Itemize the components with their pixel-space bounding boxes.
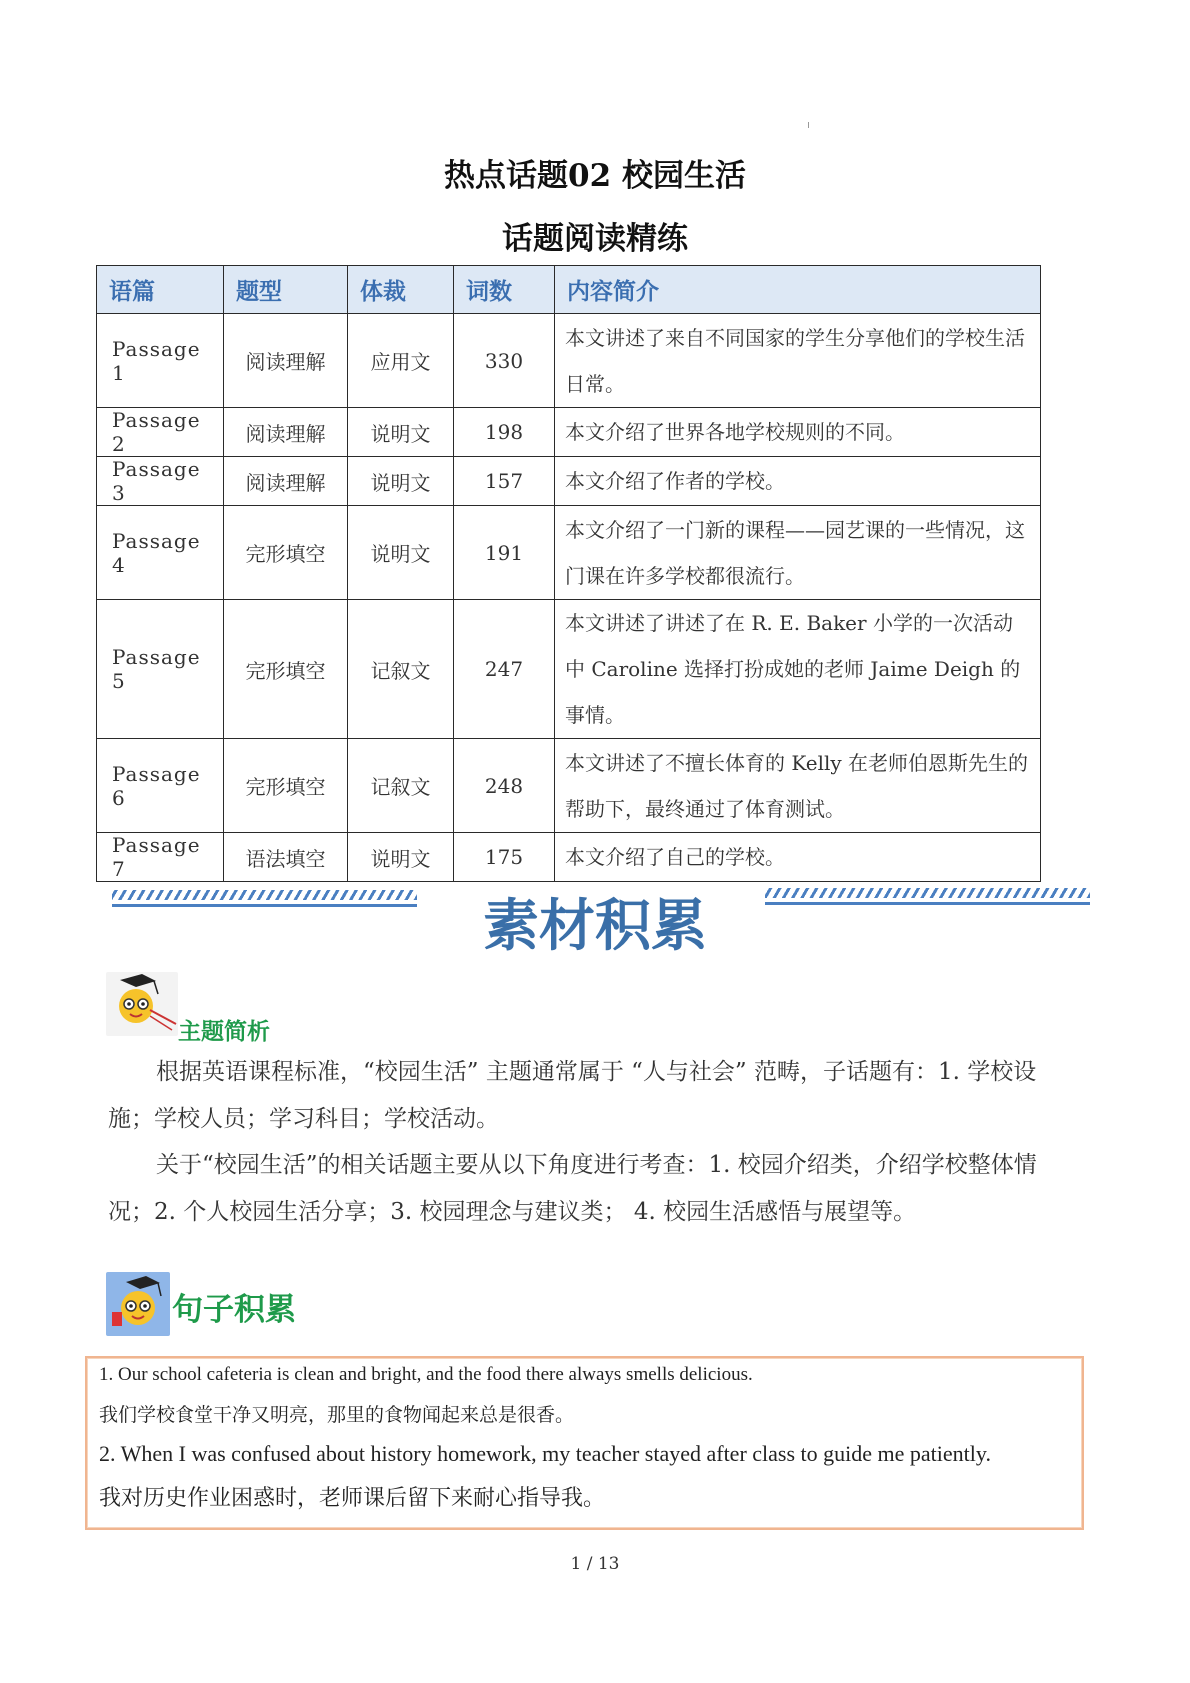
words-cell: 248 <box>454 739 555 833</box>
table-header-row <box>97 266 1041 314</box>
table-row <box>97 833 1041 882</box>
passage-cell: Passage 7 <box>97 833 224 882</box>
genre-cell: 记叙文 <box>348 739 454 833</box>
table-row <box>97 314 1041 408</box>
type-cell: 阅读理解 <box>224 314 348 408</box>
theme-section-label: 主题简析 <box>178 1019 270 1045</box>
genre-cell: 说明文 <box>348 457 454 506</box>
column-header: 词数 <box>454 266 555 314</box>
summary-cell: 本文介绍了自己的学校。 <box>555 833 1041 882</box>
genre-cell: 应用文 <box>348 314 454 408</box>
type-cell: 完形填空 <box>224 739 348 833</box>
banner-title: 素材积累 <box>483 894 707 959</box>
sentences-section-label: 句子积累 <box>172 1292 296 1328</box>
passage-cell: Passage 2 <box>97 408 224 457</box>
table-row <box>97 600 1041 739</box>
passage-cell: Passage 5 <box>97 600 224 739</box>
words-cell: 157 <box>454 457 555 506</box>
type-cell: 完形填空 <box>224 600 348 739</box>
words-cell: 330 <box>454 314 555 408</box>
passage-cell: Passage 4 <box>97 506 224 600</box>
page-number: 1 / 13 <box>570 1554 620 1574</box>
summary-cell: 本文讲述了讲述了在 R. E. Baker 小学的一次活动中 Caroline 选择打扮成她的老师 Jaime Deigh 的事情。 <box>555 600 1041 739</box>
table-row <box>97 506 1041 600</box>
words-cell: 175 <box>454 833 555 882</box>
genre-cell: 说明文 <box>348 408 454 457</box>
page-title: 热点话题02 校园生活 <box>444 158 746 194</box>
scholar-mascot-icon <box>106 972 178 1036</box>
genre-cell: 说明文 <box>348 833 454 882</box>
genre-cell: 说明文 <box>348 506 454 600</box>
column-header: 内容简介 <box>555 266 1041 314</box>
theme-paragraph-2 <box>108 1142 1080 1236</box>
type-cell: 阅读理解 <box>224 408 348 457</box>
passage-cell: Passage 3 <box>97 457 224 506</box>
scholar-mascot-icon-2 <box>106 1272 170 1336</box>
type-cell: 阅读理解 <box>224 457 348 506</box>
sentence-2-english: 2. When I was confused about history homework, my teacher stayed after class to guide me patiently. <box>99 1441 991 1466</box>
table-row <box>97 739 1041 833</box>
column-header: 语篇 <box>97 266 224 314</box>
theme-paragraph-2-text: 关于“校园生活”的相关话题主要从以下角度进行考查：1. 校园介绍类，介绍学校整体情况；2. 个人校园生活分享；3. 校园理念与建议类； 4. 校园生活感悟与展望等。 <box>108 1152 1037 1225</box>
page-subtitle: 话题阅读精练 <box>502 221 688 257</box>
theme-paragraph-1-text: 根据英语课程标准，“校园生活” 主题通常属于 “人与社会” 范畴，子话题有：1. 学校设施；学校人员；学习科目；学校活动。 <box>108 1059 1037 1132</box>
genre-cell: 记叙文 <box>348 600 454 739</box>
summary-cell: 本文讲述了来自不同国家的学生分享他们的学校生活日常。 <box>555 314 1041 408</box>
sentence-2-chinese: 我对历史作业困惑时，老师课后留下来耐心指导我。 <box>99 1486 606 1511</box>
passage-table <box>96 265 1041 882</box>
type-cell: 语法填空 <box>224 833 348 882</box>
type-cell: 完形填空 <box>224 506 348 600</box>
summary-cell: 本文介绍了一门新的课程——园艺课的一些情况，这门课在许多学校都很流行。 <box>555 506 1041 600</box>
sentences-box <box>85 1356 1084 1530</box>
column-header: 题型 <box>224 266 348 314</box>
words-cell: 247 <box>454 600 555 739</box>
table-row <box>97 408 1041 457</box>
top-tick-mark <box>808 122 809 128</box>
words-cell: 191 <box>454 506 555 600</box>
sentence-1-chinese: 我们学校食堂干净又明亮，那里的食物闻起来总是很香。 <box>99 1404 575 1426</box>
words-cell: 198 <box>454 408 555 457</box>
theme-paragraph-1 <box>108 1049 1080 1143</box>
sentence-1-english: 1. Our school cafeteria is clean and bright, and the food there always smells delicious. <box>99 1364 753 1385</box>
summary-cell: 本文讲述了不擅长体育的 Kelly 在老师伯恩斯先生的帮助下，最终通过了体育测试。 <box>555 739 1041 833</box>
column-header: 体裁 <box>348 266 454 314</box>
summary-cell: 本文介绍了作者的学校。 <box>555 457 1041 506</box>
passage-cell: Passage 1 <box>97 314 224 408</box>
table-row <box>97 457 1041 506</box>
passage-cell: Passage 6 <box>97 739 224 833</box>
summary-cell: 本文介绍了世界各地学校规则的不同。 <box>555 408 1041 457</box>
